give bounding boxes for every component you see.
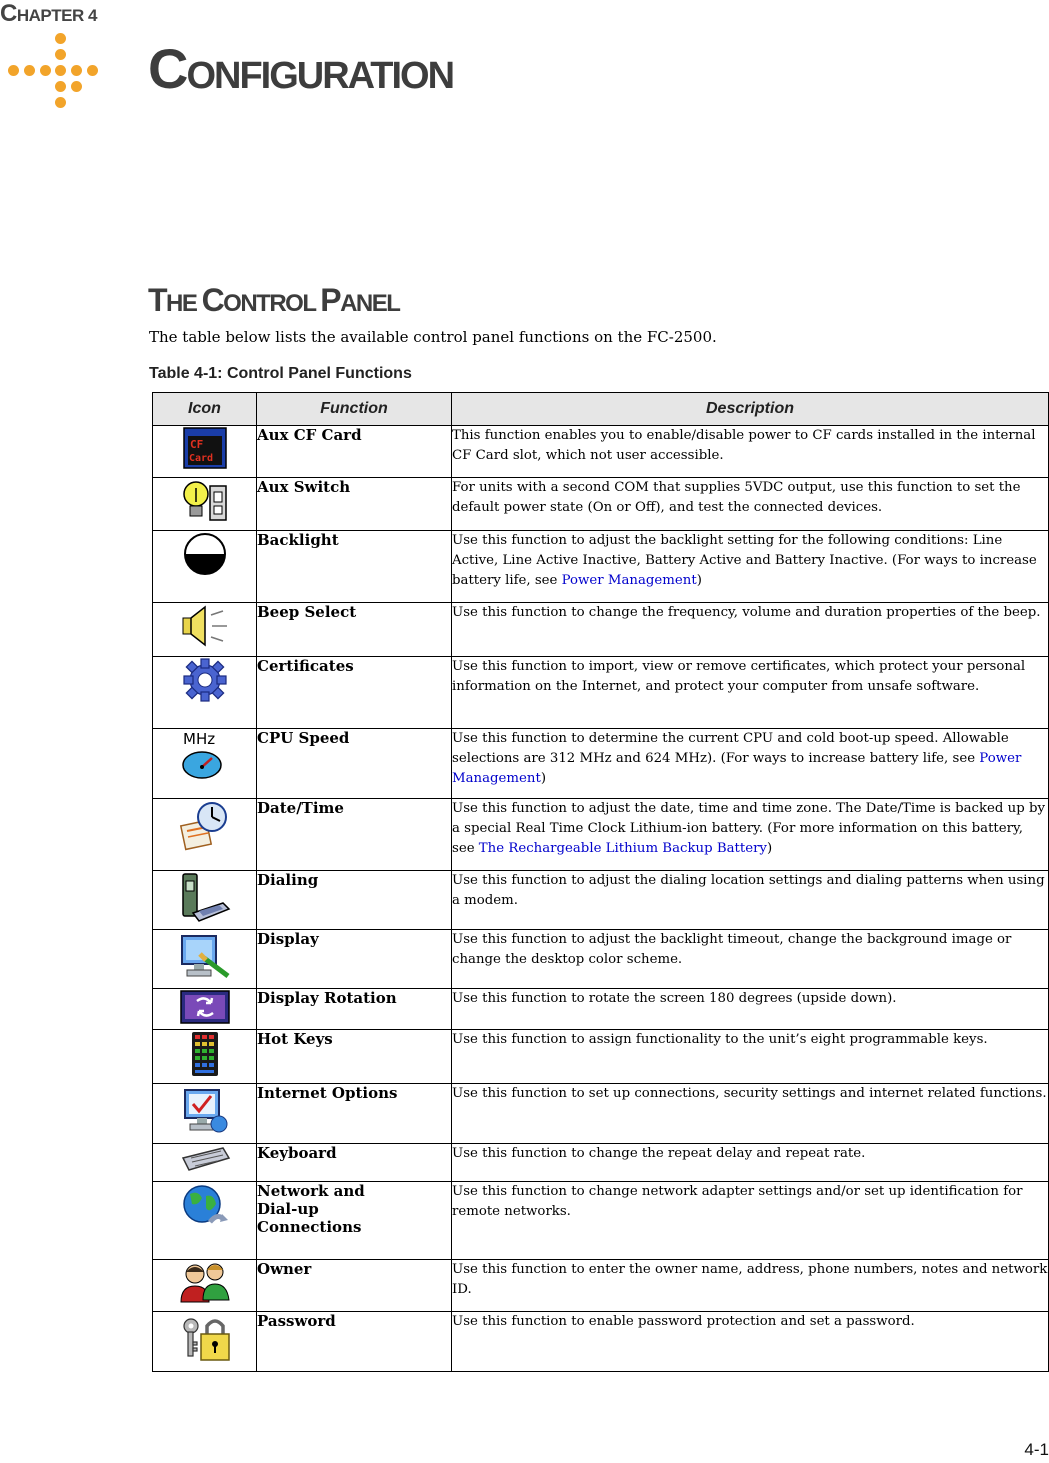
function-description: Use this function to change network adapter settings and/or set up identification for remote networks.: [452, 1182, 1049, 1260]
control-panel-table: [152, 392, 1049, 1372]
keyboard-icon: [179, 1144, 231, 1174]
function-description: Use this function to assign functionality to the unit’s eight programmable keys.: [452, 1030, 1049, 1084]
table-row: [153, 1144, 1049, 1182]
chapter-dots-logo: [8, 33, 100, 109]
dialing-phone-icon: [179, 871, 231, 923]
table-caption: Table 4-1: Control Panel Functions: [149, 365, 412, 382]
function-description: Use this function to adjust the backlight setting for the following conditions: Line Active, Line Active Inactive, Battery Active and Battery Inactive. (For ways to increase battery life, see Power Management): [452, 531, 1049, 603]
function-description: Use this function to change the repeat delay and repeat rate.: [452, 1144, 1049, 1182]
function-description: Use this function to enable password protection and set a password.: [452, 1312, 1049, 1372]
display-rotation-icon: [179, 989, 231, 1025]
function-name: Password: [257, 1312, 452, 1372]
function-name: Certificates: [257, 657, 452, 729]
header-description: Description: [452, 393, 1049, 426]
table-row: [153, 1312, 1049, 1372]
header-function: Function: [257, 393, 452, 426]
function-name: Display: [257, 930, 452, 989]
table-row: [153, 1182, 1049, 1260]
function-name: Backlight: [257, 531, 452, 603]
function-description: Use this function to determine the current CPU and cold boot-up speed. Allowable selections are 312 MHz and 624 MHz). (For ways to increase battery life, see Power Management): [452, 729, 1049, 799]
backlight-icon: [182, 531, 228, 577]
power-management-link[interactable]: Power Management: [452, 751, 1022, 786]
chapter-label: CHAPTER 4: [0, 0, 97, 27]
display-monitor-icon: [178, 930, 232, 982]
aux-switch-icon: [180, 478, 230, 524]
intro-paragraph: The table below lists the available control panel functions on the FC-2500.: [149, 328, 717, 346]
cf-card-icon: [182, 426, 228, 470]
function-description: Use this function to rotate the screen 180 degrees (upside down).: [452, 989, 1049, 1030]
function-name: Network and Dial-up Connections: [257, 1182, 452, 1260]
function-name: CPU Speed: [257, 729, 452, 799]
table-row: [153, 1260, 1049, 1312]
function-name: Date/Time: [257, 799, 452, 871]
backup-battery-link[interactable]: The Rechargeable Lithium Backup Battery: [478, 841, 767, 856]
function-description: Use this function to enter the owner name, address, phone numbers, notes and network ID.: [452, 1260, 1049, 1312]
function-description: Use this function to set up connections, security settings and internet related functions.: [452, 1084, 1049, 1144]
function-name: Aux Switch: [257, 478, 452, 531]
owner-people-icon: [179, 1260, 231, 1304]
function-name: Keyboard: [257, 1144, 452, 1182]
function-name: Owner: [257, 1260, 452, 1312]
function-name: Hot Keys: [257, 1030, 452, 1084]
table-row: [153, 478, 1049, 531]
function-description: Use this function to change the frequency, volume and duration properties of the beep.: [452, 603, 1049, 657]
function-name: Aux CF Card: [257, 426, 452, 478]
table-row: [153, 729, 1049, 799]
network-globe-icon: [180, 1182, 230, 1232]
chapter-title: CONFIGURATION: [148, 37, 454, 100]
power-management-link[interactable]: Power Management: [561, 573, 697, 588]
function-name: Beep Select: [257, 603, 452, 657]
function-description: This function enables you to enable/disable power to CF cards installed in the internal CF Card slot, which not user accessible.: [452, 426, 1049, 478]
function-description: Use this function to import, view or remove certificates, which protect your personal information on the Internet, and protect your computer from unsafe software.: [452, 657, 1049, 729]
hot-keys-keypad-icon: [190, 1030, 220, 1078]
section-title: THE CONTROL PANEL: [148, 282, 400, 318]
table-row: [153, 871, 1049, 930]
table-row: [153, 426, 1049, 478]
function-description: Use this function to adjust the date, time and time zone. The Date/Time is backed up by a special Real Time Clock Lithium-ion battery. (For more information on this battery, see The Rechargeable Lithium Backup Battery): [452, 799, 1049, 871]
table-row: [153, 799, 1049, 871]
header-icon: Icon: [153, 393, 257, 426]
table-row: [153, 1030, 1049, 1084]
table-row: [153, 531, 1049, 603]
speaker-icon: [179, 603, 231, 649]
certificates-gear-icon: [182, 657, 228, 703]
table-row: [153, 930, 1049, 989]
svg-text:Card: Card: [188, 453, 213, 464]
table-row: [153, 657, 1049, 729]
page-number: 4-1: [1024, 1440, 1049, 1459]
function-description: For units with a second COM that supplies 5VDC output, use this function to set the default power state (On or Off), and test the connected devices.: [452, 478, 1049, 531]
date-time-icon: [179, 799, 231, 851]
svg-text:MHz: MHz: [182, 730, 215, 748]
table-row: [153, 1084, 1049, 1144]
function-description: Use this function to adjust the backlight timeout, change the background image or change the desktop color scheme.: [452, 930, 1049, 989]
function-description: Use this function to adjust the dialing location settings and dialing patterns when using a modem.: [452, 871, 1049, 930]
function-name: Internet Options: [257, 1084, 452, 1144]
cpu-speed-gauge-icon: [180, 729, 230, 781]
svg-text:CF: CF: [189, 438, 203, 451]
function-name: Dialing: [257, 871, 452, 930]
table-row: [153, 603, 1049, 657]
table-header-row: [153, 393, 1049, 426]
table-row: [153, 989, 1049, 1030]
function-name: Display Rotation: [257, 989, 452, 1030]
internet-options-icon: [179, 1084, 231, 1136]
password-lock-icon: [179, 1312, 231, 1364]
